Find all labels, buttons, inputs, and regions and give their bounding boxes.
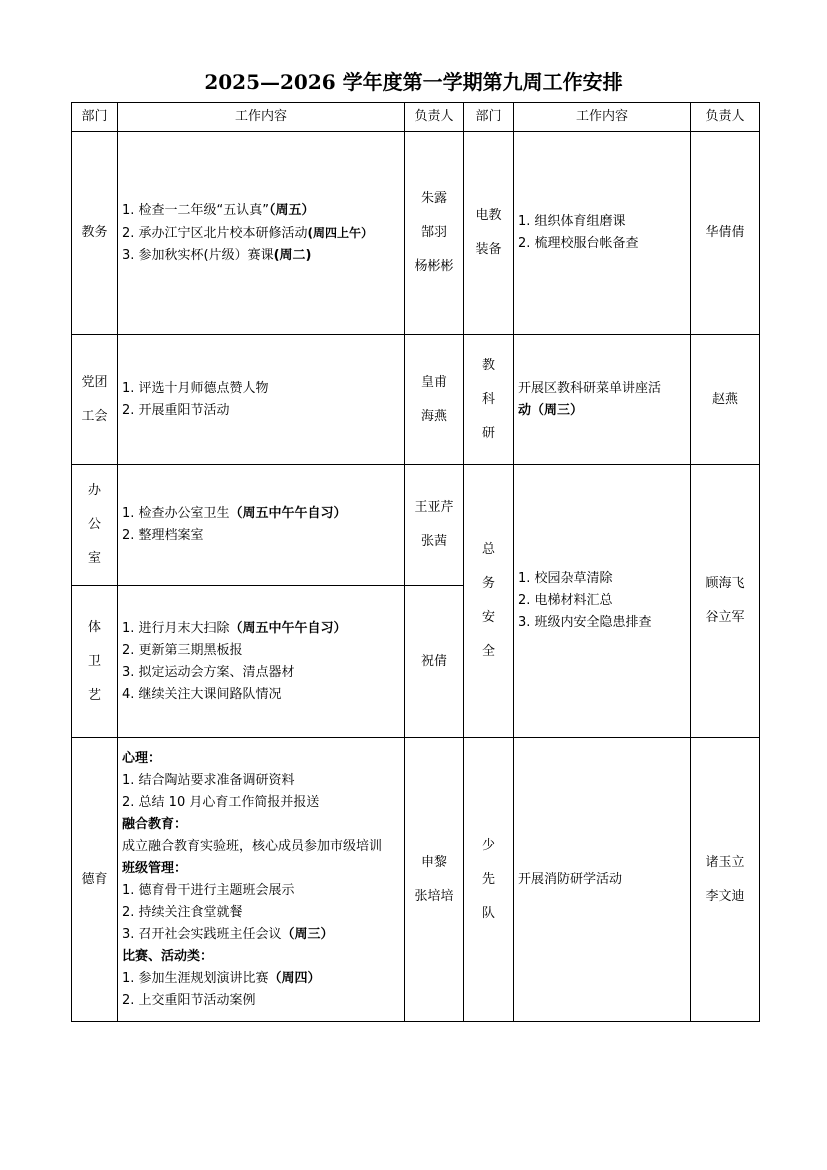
work-item: 1. 评选十月师德点赞人物 [122, 380, 269, 396]
work-item: 2. 开展重阳节活动 [122, 402, 230, 418]
table-row [72, 465, 760, 586]
header-dept-2: 部门 [464, 103, 514, 132]
header-work-2: 工作内容 [514, 103, 691, 132]
work-cell [118, 132, 405, 335]
work-item: 3. 拟定运动会方案、清点器材 [122, 664, 295, 680]
work-item: 1. 参加生涯规划演讲比赛（周四） [122, 970, 321, 986]
person-cell: 赵燕 [691, 335, 760, 465]
person-cell: 祝倩 [405, 586, 464, 738]
dept-cell: 少 先 队 [464, 738, 514, 1022]
work-item: 1. 校园杂草清除 [518, 571, 613, 586]
work-item: 3. 班级内安全隐患排查 [518, 615, 652, 630]
person-cell: 王亚芹 张茜 [405, 465, 464, 586]
work-item: 1. 结合陶站要求准备调研资料 [122, 772, 295, 788]
work-cell [118, 465, 405, 586]
person-cell: 申黎 张培培 [405, 738, 464, 1022]
work-item: 3. 召开社会实践班主任会议（周三） [122, 926, 334, 942]
header-dept: 部门 [72, 103, 118, 132]
dept-cell: 党团 工会 [72, 335, 118, 465]
work-item: 开展消防研学活动 [518, 871, 623, 887]
page-title: 2025—2026 学年度第一学期第九周工作安排 [204, 70, 623, 94]
dept-cell: 总 务 安 全 [464, 465, 514, 738]
work-item: 1. 检查一二年级“五认真”（周五） [122, 202, 315, 218]
table-row [72, 335, 760, 465]
dept-cell: 电教 装备 [464, 132, 514, 335]
work-item: 1. 检查办公室卫生（周五中午午自习） [122, 506, 347, 521]
person-cell: 华倩倩 [691, 132, 760, 335]
work-item: 2. 上交重阳节活动案例 [122, 992, 256, 1008]
table-row [72, 132, 760, 335]
work-item: 动（周三） [518, 402, 584, 418]
work-cell [514, 335, 691, 465]
work-item: 2. 更新第三期黑板报 [122, 642, 243, 658]
dept-cell: 体 卫 艺 [72, 586, 118, 738]
work-cell [118, 738, 405, 1022]
person-cell: 顾海飞 谷立军 [691, 465, 760, 738]
person-cell: 朱露 郜羽 杨彬彬 [405, 132, 464, 335]
work-item: 1. 组织体育组磨课 [518, 214, 626, 229]
person-cell: 诸玉立 李文迪 [691, 738, 760, 1022]
work-item: 1. 进行月末大扫除（周五中午午自习） [122, 620, 347, 636]
header-work: 工作内容 [118, 103, 405, 132]
work-cell [514, 738, 691, 1022]
work-item: 2. 承办江宁区北片校本研修活动(周四上午） [122, 225, 374, 241]
dept-cell: 教务 [72, 132, 118, 335]
work-item: 4. 继续关注大课间路队情况 [122, 686, 282, 702]
header-row [72, 103, 760, 132]
table-row [72, 738, 760, 1022]
work-item: 2. 电梯材料汇总 [518, 593, 613, 608]
dept-cell: 德育 [72, 738, 118, 1022]
work-item: 1. 德育骨干进行主题班会展示 [122, 882, 295, 898]
work-cell [118, 586, 405, 738]
section-heading: 比赛、活动类： [122, 948, 214, 964]
work-item: 2. 整理档案室 [122, 528, 204, 543]
schedule-table [71, 102, 760, 1022]
header-person: 负责人 [405, 103, 464, 132]
work-item: 3. 参加秋实杯(片级）赛课(周二) [122, 247, 312, 263]
header-person-2: 负责人 [691, 103, 760, 132]
work-item: 开展区教科研菜单讲座活 [518, 380, 662, 396]
work-cell [514, 465, 691, 738]
dept-cell: 教 科 研 [464, 335, 514, 465]
work-cell [514, 132, 691, 335]
dept-cell: 办 公 室 [72, 465, 118, 586]
work-item: 2. 持续关注食堂就餐 [122, 904, 243, 920]
section-heading: 心理： [122, 750, 162, 766]
work-cell [118, 335, 405, 465]
work-item: 成立融合教育实验班，核心成员参加市级培训 [122, 838, 383, 854]
section-heading: 融合教育： [122, 816, 188, 832]
section-heading: 班级管理： [122, 860, 188, 876]
person-cell: 皇甫 海燕 [405, 335, 464, 465]
work-item: 2. 总结 10 月心育工作简报并报送 [122, 794, 320, 810]
work-item: 2. 梳理校服台帐备查 [518, 236, 639, 251]
